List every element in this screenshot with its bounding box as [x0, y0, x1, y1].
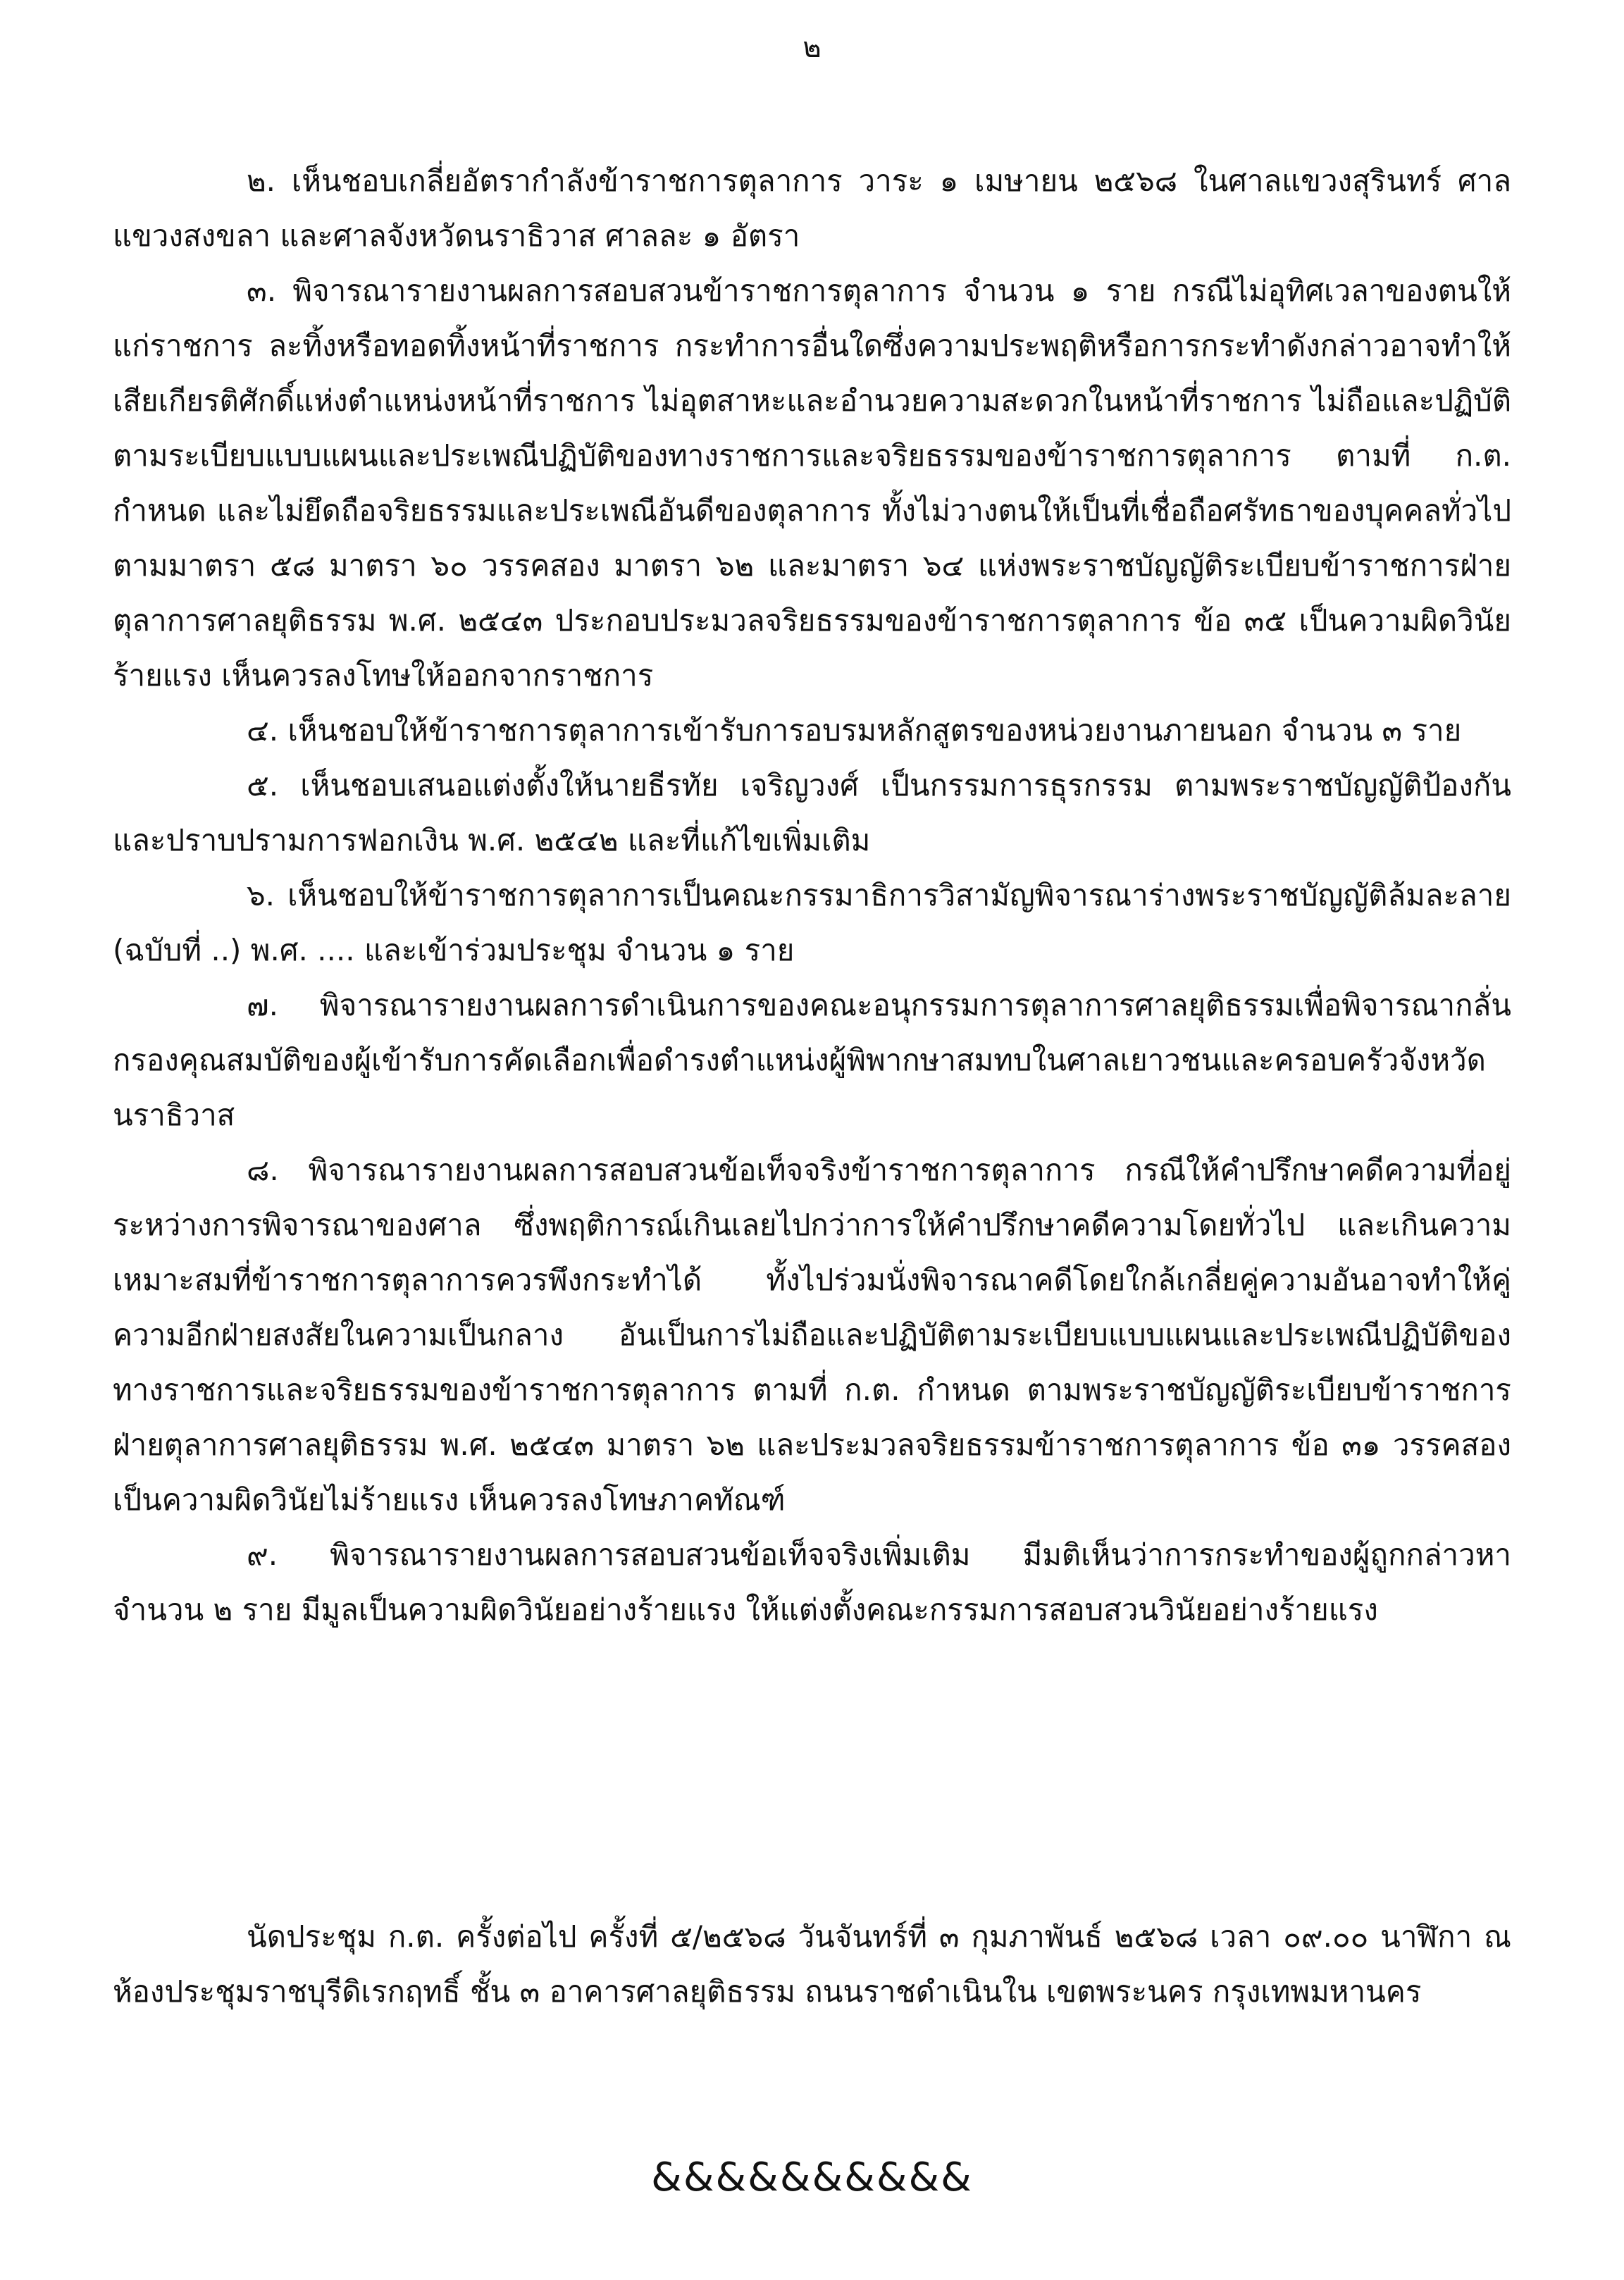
resolution-list [113, 154, 1511, 1637]
resolution-item-8: ๘. พิจารณารายงานผลการสอบสวนข้อเท็จจริงข้าราชการตุลาการ กรณีให้คำปรึกษาคดีความที่อยู่ระหว่างการพิจารณาของศาล ซึ่งพฤติการณ์เกินเลยไปกว่าการให้คำปรึกษาคดีความโดยทั่วไป และเกินความเหมาะสมที่ข้าราชการตุลาการควรพึงกระทำได้ ทั้งไปร่วมนั่งพิจารณาคดีโดยใกล้เกลี่ยคู่ความอันอาจทำให้คู่ความอีกฝ่ายสงสัยในความเป็นกลาง อันเป็นการไม่ถือและปฏิบัติตามระเบียบแบบแผนและประเพณีปฏิบัติของทางราชการและจริยธรรมของข้าราชการตุลาการ ตามที่ ก.ต. กำหนด ตามพระราชบัญญัติระเบียบข้าราชการฝ่ายตุลาการศาลยุติธรรม พ.ศ. ๒๕๔๓ มาตรา ๖๒ และประมวลจริยธรรมข้าราชการตุลาการ ข้อ ๓๑ วรรคสอง เป็นความผิดวินัยไม่ร้ายแรง เห็นควรลงโทษภาคทัณฑ์ [113, 1153, 1511, 1517]
resolution-item-6: ๖. เห็นชอบให้ข้าราชการตุลาการเป็นคณะกรรมาธิการวิสามัญพิจารณาร่างพระราชบัญญัติล้มละลาย (ฉบับที่ ..) พ.ศ. .... และเข้าร่วมประชุม จำนวน ๑ ราย [113, 878, 1511, 967]
resolution-item-3: ๓. พิจารณารายงานผลการสอบสวนข้าราชการตุลาการ จำนวน ๑ ราย กรณีไม่อุทิศเวลาของตนให้แก่ราชการ ละทิ้งหรือทอดทิ้งหน้าที่ราชการ กระทำการอื่นใดซึ่งความประพฤติหรือการกระทำดังกล่าวอาจทำให้เสียเกียรติศักดิ์แห่งตำแหน่งหน้าที่ราชการ ไม่อุตสาหะและอำนวยความสะดวกในหน้าที่ราชการ ไม่ถือและปฏิบัติตามระเบียบแบบแผนและประเพณีปฏิบัติของทางราชการและจริยธรรมของข้าราชการตุลาการ ตามที่ ก.ต. กำหนด และไม่ยึดถือจริยธรรมและประเพณีอันดีของตุลาการ ทั้งไม่วางตนให้เป็นที่เชื่อถือศรัทธาของบุคคลทั่วไป ตามมาตรา ๕๘ มาตรา ๖๐ วรรคสอง มาตรา ๖๒ และมาตรา ๖๔ แห่งพระราชบัญญัติระเบียบข้าราชการฝ่ายตุลาการศาลยุติธรรม พ.ศ. ๒๕๔๓ ประกอบประมวลจริยธรรมของข้าราชการตุลาการ ข้อ ๓๕ เป็นความผิดวินัยร้ายแรง เห็นควรลงโทษให้ออกจากราชการ [113, 273, 1511, 693]
next-meeting-notice: นัดประชุม ก.ต. ครั้งต่อไป ครั้งที่ ๕/๒๕๖๘ วันจันทร์ที่ ๓ กุมภาพันธ์ ๒๕๖๘ เวลา ๐๙.๐๐ นาฬิกา ณ ห้องประชุมราชบุรีดิเรกฤทธิ์ ชั้น ๓ อาคารศาลยุติธรรม ถนนราชดำเนินใน เขตพระนคร กรุงเทพมหานคร [113, 1919, 1511, 2009]
page-number: ๒ [802, 32, 822, 64]
resolution-item-9: ๙. พิจารณารายงานผลการสอบสวนข้อเท็จจริงเพิ่มเติม มีมติเห็นว่าการกระทำของผู้ถูกกล่าวหาจำนวน ๒ ราย มีมูลเป็นความผิดวินัยอย่างร้ายแรง ให้แต่งตั้งคณะกรรมการสอบสวนวินัยอย่างร้ายแรง [113, 1537, 1511, 1627]
next-meeting-section [113, 1909, 1511, 2019]
end-mark: &&&&&&&&&& [651, 2155, 973, 2200]
resolution-item-7: ๗. พิจารณารายงานผลการดำเนินการของคณะอนุกรรมการตุลาการศาลยุติธรรมเพื่อพิจารณากลั่นกรองคุณสมบัติของผู้เข้ารับการคัดเลือกเพื่อดำรงตำแหน่งผู้พิพากษาสมทบในศาลเยาวชนและครอบครัวจังหวัดนราธิวาส [113, 988, 1511, 1132]
resolution-item-5: ๕. เห็นชอบเสนอแต่งตั้งให้นายธีรทัย เจริญวงศ์ เป็นกรรมการธุรกรรม ตามพระราชบัญญัติป้องกันและปราบปรามการฟอกเงิน พ.ศ. ๒๕๔๒ และที่แก้ไขเพิ่มเติม [113, 768, 1511, 857]
resolution-item-2: ๒. เห็นชอบเกลี่ยอัตรากำลังข้าราชการตุลาการ วาระ ๑ เมษายน ๒๕๖๘ ในศาลแขวงสุรินทร์ ศาลแขวงสงขลา และศาลจังหวัดนราธิวาส ศาลละ ๑ อัตรา [113, 163, 1511, 253]
resolution-item-4: ๔. เห็นชอบให้ข้าราชการตุลาการเข้ารับการอบรมหลักสูตรของหน่วยงานภายนอก จำนวน ๓ ราย [247, 713, 1462, 748]
